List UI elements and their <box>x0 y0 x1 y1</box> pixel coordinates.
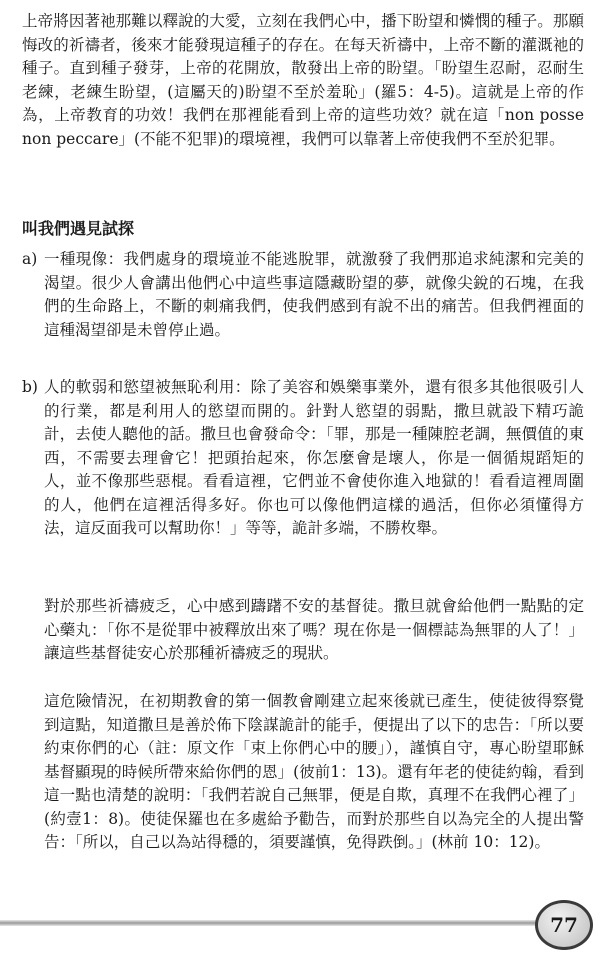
list-item-text: 人的軟弱和慾望被無恥利用：除了美容和娛樂事業外，還有很多其他很吸引人的行業，都是利用人的慾望而開的。針對人慾望的弱點，撒旦就設下精巧詭計，去使人聽他的話。撒旦也會發命令：「罪，那是一種陳腔老調，無價值的東西，不需要去理會它！把頭抬起來，你怎麼會是壞人，你是一個循規蹈矩的人，並不像那些惡棍。看看這裡，它們並不會使你進入地獄的！看看這裡周圍的人，他們在這裡活得多好。你也可以像他們這樣的過活，但你必須懂得方法，這反面我可以幫助你！」等等，詭計多端，不勝枚舉。 <box>44 378 584 537</box>
section-heading: 叫我們遇見試探 <box>22 219 135 238</box>
section-heading-block <box>22 218 584 240</box>
intro-paragraph: 上帝將因著祂那難以釋說的大愛，立刻在我們心中，播下盼望和憐憫的種子。那願悔改的祈禱者，後來才能發現這種子的存在。在每天祈禱中，上帝不斷的灌溉祂的種子。直到種子發芽，上帝的花開放，散發出上帝的盼望。「盼望生忍耐，忍耐生老練，老練生盼望，(這屬天的)盼望不至於羞恥」(羅5：4-5)。這就是上帝的作為，上帝教育的功效！我們在那裡能看到上帝的這些功效？就在這「non posse non peccare」(不能不犯罪)的環境裡，我們可以靠著上帝使我們不至於犯罪。 <box>22 12 584 148</box>
list-marker: a) <box>22 250 38 268</box>
page-number: 77 <box>535 900 593 950</box>
intro-block <box>22 10 584 151</box>
paragraph-3-block <box>44 690 584 855</box>
paragraph-2-block <box>44 595 584 666</box>
paragraph-2: 對於那些祈禱疲乏，心中感到躊躇不安的基督徒。撒旦就會給他們一點點的定心藥丸：「你不是從罪中被釋放出來了嗎？現在你是一個標誌為無罪的人了！」讓這些基督徒安心於那種祈禱疲乏的現狀。 <box>44 597 584 662</box>
list-item-b <box>22 376 584 541</box>
list-item-a <box>22 248 584 342</box>
footer-rule <box>0 920 560 926</box>
paragraph-3: 這危險情況，在初期教會的第一個教會剛建立起來後就已產生，使徒彼得察覺到這點，知道撒旦是善於佈下陰謀詭計的能手，便提出了以下的忠告：「所以要約束你們的心（註：原文作「束上你們心中的腰」），謹慎自守，專心盼望耶穌基督顯現的時候所帶來給你們的恩」(彼前1：13)。還有年老的使徒約翰，看到這一點也清楚的說明：「我們若說自己無罪，便是自欺，真理不在我們心裡了」(約壹1：8)。使徒保羅也在多處給予勸告，而對於那些自以為完全的人提出警告：「所以，自己以為站得穩的，須要謹慎，免得跌倒。」(林前 10：12)。 <box>44 692 584 851</box>
list-item-text: 一種現像：我們處身的環境並不能逃脫罪，就激發了我們那追求純潔和完美的渴望。很少人會講出他們心中這些事這隱藏盼望的夢，就像尖銳的石塊，在我們的生命路上，不斷的刺痛我們，使我們感到有說不出的痛苦。但我們裡面的這種渴望卻是未曾停止過。 <box>44 250 584 339</box>
list-marker: b) <box>22 378 38 396</box>
